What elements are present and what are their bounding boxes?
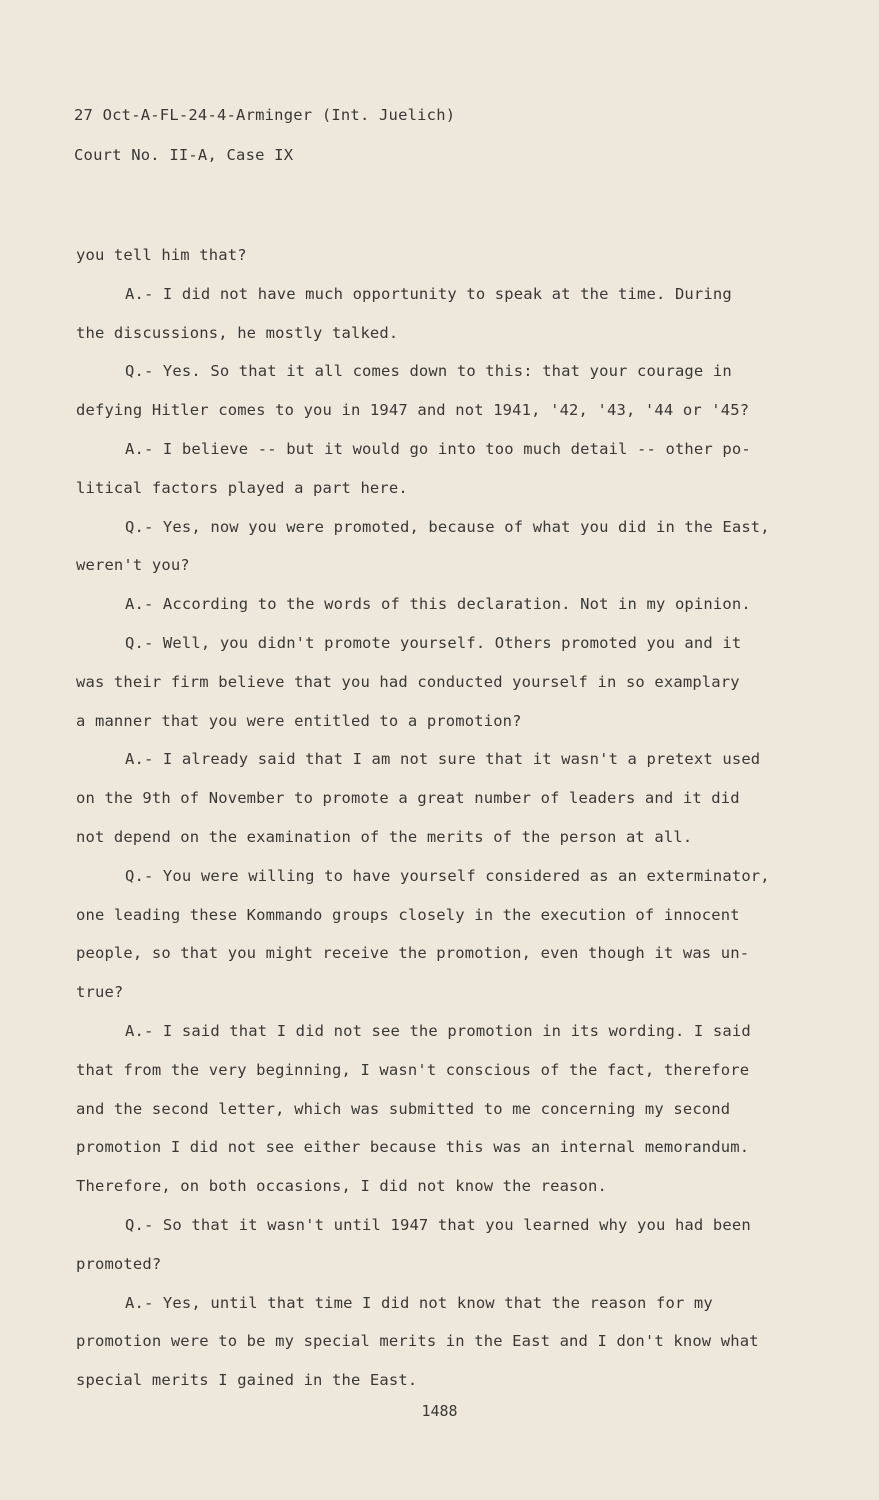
transcript-line: the discussions, he mostly talked. [76,323,399,342]
transcript-line: a manner that you were entitled to a promotion? [76,711,522,730]
transcript-line: A.- I said that I did not see the promotion in its wording. I said [125,1021,751,1040]
transcript-body [76,236,796,1400]
header-reference-line: 27 Oct-A-FL-24-4-Arminger (Int. Juelich) [74,106,456,124]
transcript-line: special merits I gained in the East. [76,1371,418,1390]
transcript-line: that from the very beginning, I wasn't conscious of the fact, therefore [76,1060,750,1079]
transcript-line: one leading these Kommando groups closely in the execution of innocent [76,905,740,924]
transcript-line: A.- Yes, until that time I did not know that the reason for my [125,1293,713,1312]
transcript-line: promotion I did not see either because this was an internal memorandum. [76,1138,750,1157]
transcript-line: Therefore, on both occasions, I did not know the reason. [76,1177,607,1196]
transcript-line: A.- I believe -- but it would go into too much detail -- other po- [125,439,751,458]
transcript-line: people, so that you might receive the promotion, even though it was un- [76,944,750,963]
transcript-line: Q.- Yes, now you were promoted, because of what you did in the East, [125,517,770,536]
header-court-line: Court No. II-A, Case IX [74,146,294,164]
transcript-line: and the second letter, which was submitted to me concerning my second [76,1099,731,1118]
page-number: 1488 [421,1402,458,1420]
transcript-line: on the 9th of November to promote a great number of leaders and it did [76,789,740,808]
transcript-line: Q.- So that it wasn't until 1947 that you learned why you had been [125,1215,751,1234]
transcript-line: not depend on the examination of the merits of the person at all. [76,827,693,846]
transcript-line: defying Hitler comes to you in 1947 and not 1941, '42, '43, '44 or '45? [76,401,750,420]
transcript-line: Q.- You were willing to have yourself considered as an exterminator, [125,866,770,885]
transcript-line: A.- I did not have much opportunity to speak at the time. During [125,284,732,303]
transcript-line: true? [76,983,124,1002]
transcript-line: Q.- Well, you didn't promote yourself. Others promoted you and it [125,633,742,652]
transcript-line: A.- According to the words of this declaration. Not in my opinion. [125,595,751,614]
transcript-line: A.- I already said that I am not sure that it wasn't a pretext used [125,750,761,769]
transcript-line: was their firm believe that you had conducted yourself in so examplary [76,672,740,691]
transcript-line: promotion were to be my special merits in the East and I don't know what [76,1332,759,1351]
transcript-line: you tell him that? [76,246,247,264]
transcript-line: promoted? [76,1254,162,1273]
transcript-line: litical factors played a part here. [76,478,408,497]
transcript-line: Q.- Yes. So that it all comes down to this: that your courage in [125,362,732,381]
transcript-line: weren't you? [76,556,190,575]
